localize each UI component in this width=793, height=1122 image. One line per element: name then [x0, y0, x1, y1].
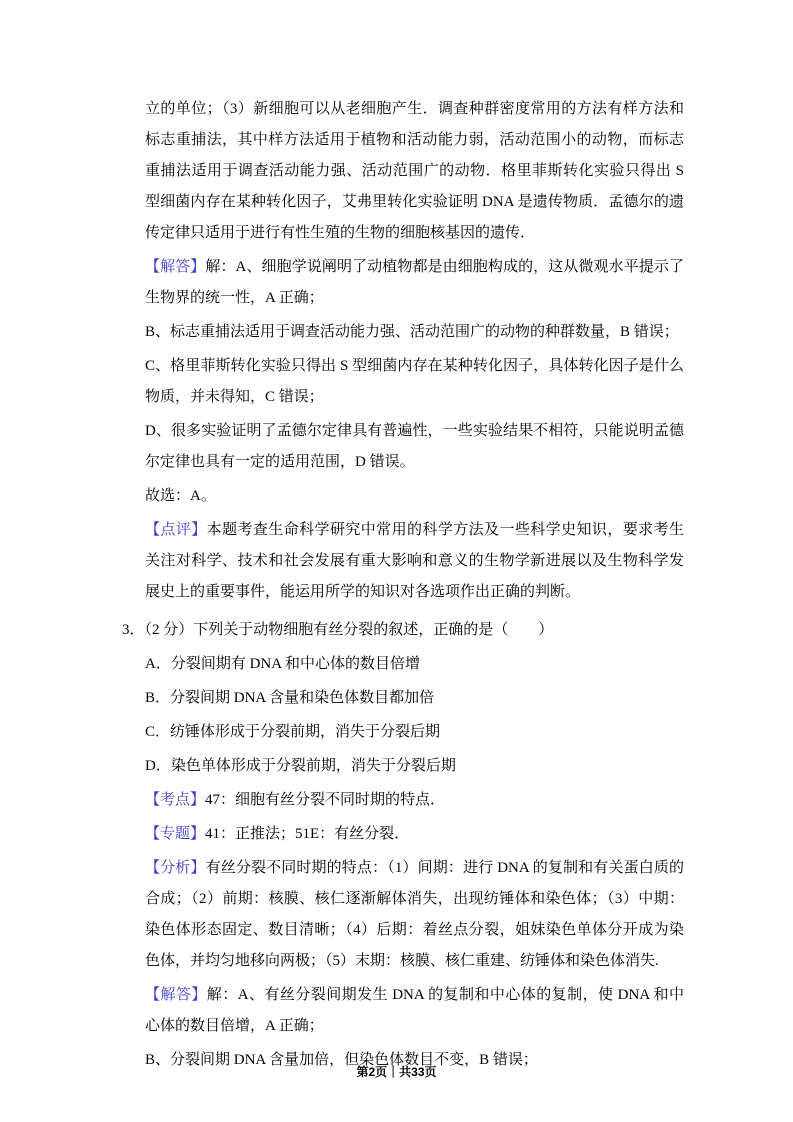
page-content [122, 94, 684, 1079]
question-3 [122, 615, 684, 646]
answer-point-c [145, 351, 684, 413]
answer-paragraph-2 [145, 980, 684, 1042]
paragraph-text: 47：细胞有丝分裂不同时期的特点． [205, 792, 446, 808]
chosen-answer [145, 481, 684, 512]
exam-point-label: 【考点】 [145, 792, 206, 808]
paragraph-text: 解：A、有丝分裂间期发生 DNA 的复制和中心体的复制，使 DNA 和中心体的数目倍增，A 正确； [145, 987, 684, 1034]
paragraph-text: 解：A、细胞学说阐明了动植物都是由细胞构成的，这从微观水平提示了生物界的统一性，A 正确； [145, 259, 684, 306]
option-text: A．分裂间期有 DNA 和中心体的数目倍增 [145, 656, 421, 672]
question-text: 3．（2 分）下列关于动物细胞有丝分裂的叙述，正确的是（ ） [122, 622, 554, 638]
option-text: C．纺锤体形成于分裂前期，消失于分裂后期 [145, 724, 441, 740]
option-d [145, 751, 684, 782]
paragraph-text: 本题考查生命科学研究中常用的科学方法及一些科学史知识，要求考生关注对科学、技术和社会发展有重大影响和意义的生物学新进展以及生物科学发展史上的重要事件，能运用所学的知识对各选项作出正确的判断。 [145, 522, 684, 600]
continuation-paragraph [145, 94, 684, 249]
option-a [145, 649, 684, 680]
paragraph-text: 立的单位；（3）新细胞可以从老细胞产生．调查种群密度常用的方法有样方法和标志重捕法，其中样方法适用于植物和活动能力弱，活动范围小的动物，而标志重捕法适用于调查活动能力强、活动范围广的动物．格里菲斯转化实验只得出 S 型细菌内存在某种转化因子，艾弗里转化实验证明 DNA 是遗传物质．孟德尔的遗传定律只适用于进行有性生殖的生物的细胞核基因的遗传． [145, 101, 684, 241]
paragraph-text: C、格里菲斯转化实验只得出 S 型细菌内存在某种转化因子，具体转化因子是什么物质，并未得知，C 错误； [145, 358, 684, 405]
comment-label: 【点评】 [145, 522, 207, 538]
topic-label: 【专题】 [145, 826, 206, 842]
paragraph-text: B、分裂间期 DNA 含量加倍，但染色体数目不变，B 错误； [145, 1052, 538, 1068]
option-b [145, 683, 684, 714]
analysis-label: 【分析】 [145, 860, 206, 876]
analysis-paragraph [145, 853, 684, 977]
answer-paragraph [145, 252, 684, 314]
exam-point-paragraph [145, 785, 684, 816]
answer-label: 【解答】 [145, 259, 206, 275]
option-c [145, 717, 684, 748]
topic-paragraph [145, 819, 684, 850]
page-footer [0, 1063, 793, 1080]
option-text: B．分裂间期 DNA 含量和染色体数目都加倍 [145, 690, 435, 706]
paragraph-text: 41：正推法；51E：有丝分裂． [205, 826, 410, 842]
paragraph-text: D、很多实验证明了孟德尔定律具有普遍性，一些实验结果不相符，只能说明孟德尔定律也具有一定的适用范围，D 错误。 [145, 423, 684, 470]
answer-point-b [145, 317, 684, 348]
paragraph-text: B、标志重捕法适用于调查活动能力强、活动范围广的动物的种群数量，B 错误； [145, 324, 679, 340]
page-number: 第2页｜共33页 [356, 1065, 437, 1079]
paragraph-text: 故选：A。 [145, 488, 216, 504]
answer-label: 【解答】 [145, 987, 207, 1003]
comment-paragraph [145, 515, 684, 608]
option-text: D．染色单体形成于分裂前期，消失于分裂后期 [145, 758, 456, 774]
paragraph-text: 有丝分裂不同时期的特点：（1）间期：进行 DNA 的复制和有关蛋白质的合成；（2）前期：核膜、核仁逐渐解体消失，出现纺锤体和染色体；（3）中期：染色体形态固定、数目清晰；（4）后期：着丝点分裂，姐妹染色单体分开成为染色体，并均匀地移向两极；（5）末期：核膜、核仁重建、纺锤体和染色体消失. [145, 860, 684, 969]
answer-point-d [145, 416, 684, 478]
